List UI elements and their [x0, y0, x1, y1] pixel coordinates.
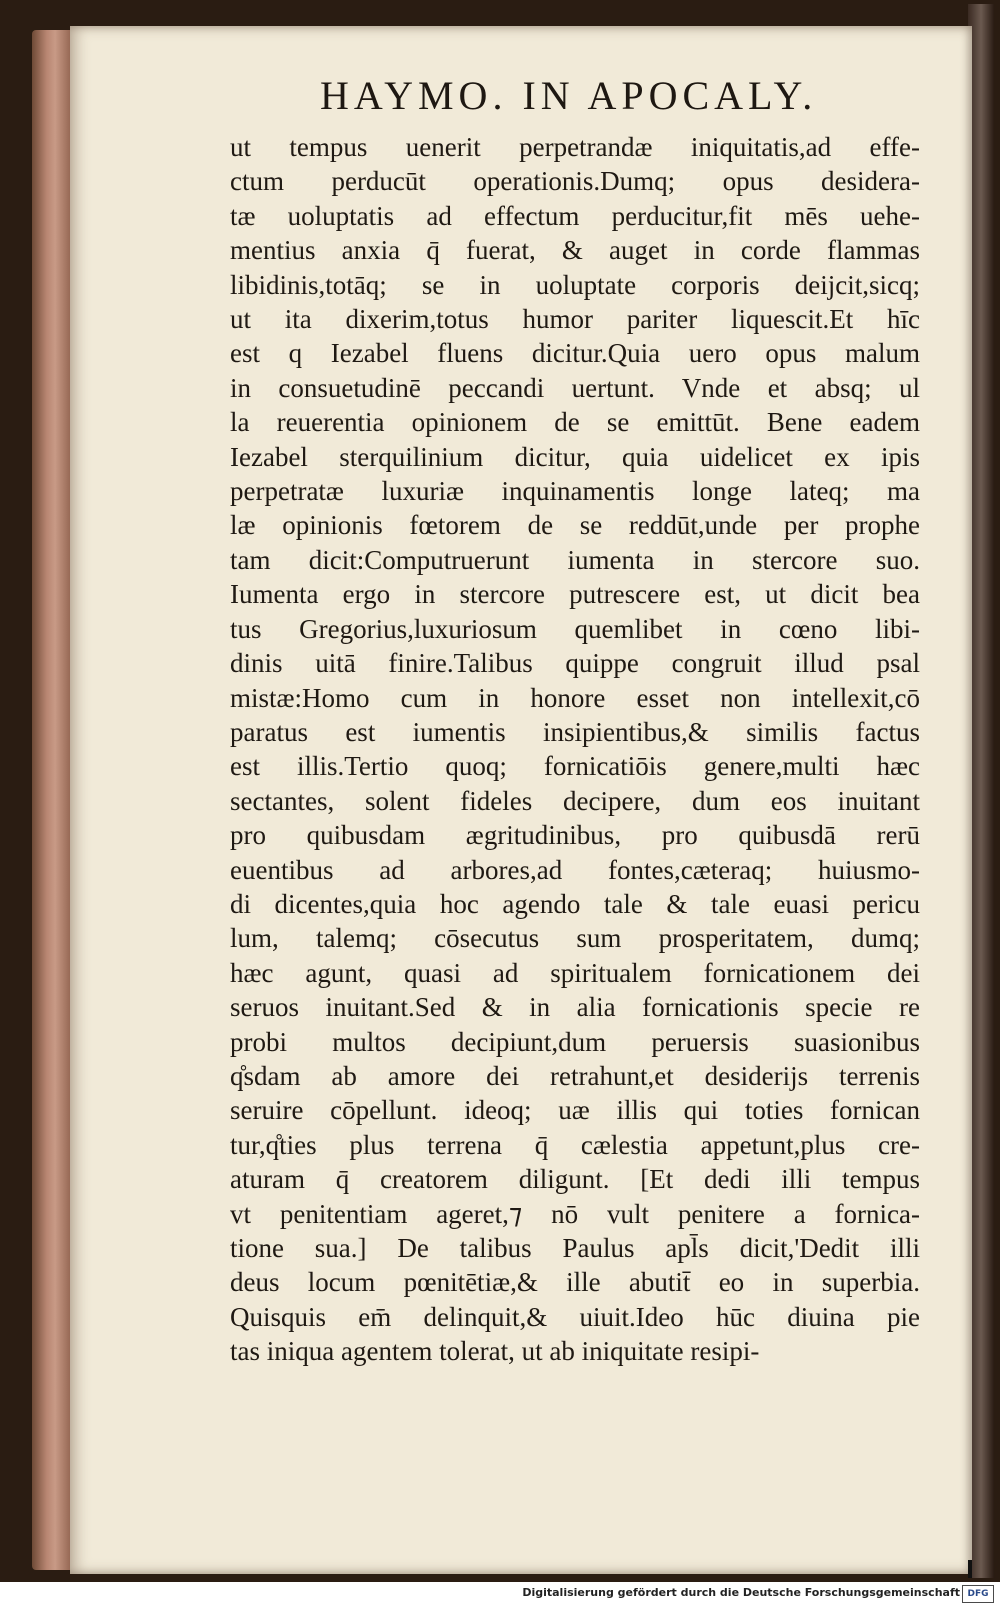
text-line: ut tempus uenerit perpetrandæ iniquitatis,ad effe-	[230, 132, 920, 162]
scan-corner-mark	[968, 1560, 972, 1578]
text-line: libidinis,totāq; se in uoluptate corporis deijcit,sicq;	[230, 269, 920, 300]
text-line: seruire cōpellunt. ideoq; uæ illis qui toties fornican	[230, 1095, 920, 1126]
text-line: aturam q̄ creatorem diligunt. [Et dedi illi tempus	[230, 1164, 920, 1195]
text-line: est illis.Tertio quoq; fornicatiōis genere,multi hæc	[230, 751, 920, 782]
text-line: q̊sdam ab amore dei retrahunt,et desiderijs terrenis	[230, 1060, 920, 1091]
dfg-logo: DFG	[962, 1585, 994, 1603]
footer	[0, 1582, 1000, 1608]
text-line: vt penitentiam ageret,⁊ nō vult penitere a fornica-	[230, 1198, 920, 1229]
text-line: læ opinionis fœtorem de se reddūt,unde per prophe	[230, 510, 920, 541]
text-line: lum, talemq; cōsecutus sum prosperitatem, dumq;	[230, 923, 920, 954]
text-line: tas iniqua agentem tolerat, ut ab iniquitate resipi-	[230, 1336, 760, 1367]
text-line: euentibus ad arbores,ad fontes,cæteraq; huiusmo-	[230, 854, 920, 885]
text-line: sectantes, solent fideles decipere, dum eos inuitant	[230, 785, 920, 816]
text-line: pro quibusdam ægritudinibus, pro quibusdā rerū	[230, 820, 920, 851]
text-line: deus locum pœnitētiæ,& ille abutit̄ eo in superbia.	[230, 1267, 920, 1298]
funding-credit: Digitalisierung gefördert durch die Deutsche Forschungsgemeinschaft	[522, 1586, 960, 1599]
text-line: di dicentes,quia hoc agendo tale & tale euasi pericu	[230, 888, 920, 919]
text-line: ut ita dixerim,totus humor pariter liquescit.Et hīc	[230, 304, 920, 335]
text-line: tæ uoluptatis ad effectum perducitur,fit mēs uehe-	[230, 200, 920, 231]
text-line: Quisquis em̄ delinquit,& uiuit.Ideo hūc diuina pie	[230, 1301, 920, 1332]
text-block	[230, 130, 920, 1369]
book-page-edges	[32, 30, 74, 1570]
text-line: mistæ:Homo cum in honore esset non intellexit,cō	[230, 682, 920, 713]
text-line: in consuetudinē peccandi uertunt. Vnde et absq; ul	[230, 372, 920, 403]
text-line: paratus est iumentis insipientibus,& similis factus	[230, 716, 920, 747]
text-line: est q Iezabel fluens dicitur.Quia uero opus malum	[230, 338, 920, 369]
text-line: seruos inuitant.Sed & in alia fornicationis specie re	[230, 992, 920, 1023]
text-line: Iumenta ergo in stercore putrescere est, ut dicit bea	[230, 579, 920, 610]
text-line: tus Gregorius,luxuriosum quemlibet in cœno libi-	[230, 613, 920, 644]
text-line: Iezabel sterquilinium dicitur, quia uidelicet ex ipis	[230, 441, 920, 472]
text-line: mentius anxia q̄ fuerat, & auget in corde flammas	[230, 235, 920, 266]
text-line: dinis uitā finire.Talibus quippe congruit illud psal	[230, 648, 920, 679]
text-line: la reuerentia opinionem de se emittūt. Bene eadem	[230, 407, 920, 438]
text-line: tur,q̊ties plus terrena q̄ cælestia appetunt,plus cre-	[230, 1129, 920, 1160]
running-head: HAYMO. IN APOCALY.	[320, 73, 818, 118]
text-line: hæc agunt, quasi ad spiritualem fornicationem dei	[230, 957, 920, 988]
text-line: probi multos decipiunt,dum peruersis suasionibus	[230, 1026, 920, 1057]
text-line: tione sua.] De talibus Paulus apl̄s dicit,'Dedit illi	[230, 1233, 920, 1263]
text-line: tam dicit:Computruerunt iumenta in stercore suo.	[230, 544, 920, 575]
text-line: ctum perducūt operationis.Dumq; opus desidera-	[230, 166, 920, 197]
text-line: perpetratæ luxuriæ inquinamentis longe lateq; ma	[230, 476, 920, 507]
